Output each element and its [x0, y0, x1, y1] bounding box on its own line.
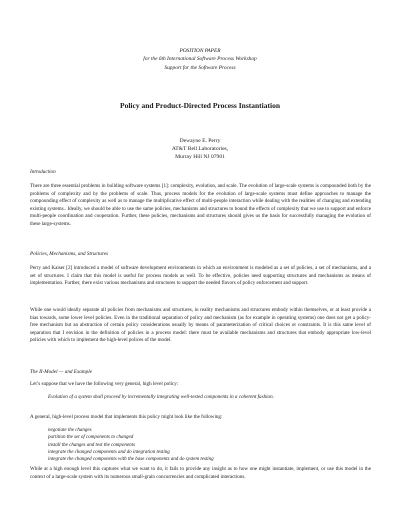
list-item: partition the set of components to changed [48, 435, 134, 441]
workshop-line: for the 6th International Software Process Workshop [143, 56, 257, 63]
author-affiliation: AT&T Bell Laboratories, [171, 146, 229, 153]
process-step-list [48, 427, 368, 463]
list-item: negotiate the changes [48, 428, 92, 433]
policies-heading: Policies, Mechanisms, and Structures [30, 251, 109, 257]
model-intro: Let’s suppose that we have the following very general, high level policy: [30, 381, 179, 387]
author-address: Murray Hill NJ 07901 [175, 154, 225, 161]
introduction-heading: Introduction [30, 169, 56, 175]
policies-paragraph-2: While one would ideally separate all policies from mechanisms and structures, in reality mechanisms and structures embody within themselves, or at least provide a bias towards, some lower level policies. Even in the traditional separation of policy and mechanism (as for example in operating systems) one does not get a policy-free mechanism but an abstraction of certain policy considerations usually by means of parameterization of critical choices or constraints. It is this same level of separation that I envision in the definition of policies in a process model: there must be available mechanisms and structures that embody appropriate low-level policies with which to implement the high-level polices of the model. [30, 307, 371, 344]
policies-paragraph-1: Perry and Kaiser [2] introduced a model of software development environments in which an environment is modeled as a set of policies, a set of mechanisms, and a set of structures. I claim that this model is useful for process models as well. To be effective, policies need supporting structures and mechanisms as means of implementation. Further, there exist various mechanisms and structures to support the needed flavors of policy enforcement and support. [30, 265, 371, 287]
support-line: Support for the Software Process [164, 64, 236, 71]
model-lead: A general, high-level process model that implements this policy might look like the following: [30, 414, 223, 420]
list-item: integrate the changed components with the base components and do system testing [48, 457, 214, 463]
paper-header [0, 47, 400, 72]
model-heading: The II-Model — and Example [30, 369, 92, 375]
position-paper-label: POSITION PAPER [179, 48, 221, 54]
paper-title: Policy and Product-Directed Process Instantiation [120, 101, 280, 110]
list-item: integrate the changed components and do integration testing [48, 449, 170, 455]
author-name: Dewayne E. Perry [179, 138, 221, 144]
policy-quote: Evolution of a system shall proceed by incrementally integrating well-tested components in a coherent fashion. [48, 394, 274, 400]
introduction-paragraph: There are three essential problems in building software systems [1]: complexity, evolution, and scale. The evolution of large-scale systems is compounded both by the problems of complexity and by the problems of scale. Thus, process models for the evolution of large-scale systems must define approaches to manage the compounding effect of complexity as well as to manage the multiplicative effect of multi-people interaction while dealing with the realities of changing and extending existing systems.. Ideally, we should be able to use the same policies, mechanisms and structures to bound the effects of complexity that we use to support and enforce multi-people coordination and cooperation. Further, these policies, mechanisms and structures should gives us the basis for successfully managing the evolution of these large-systems. [30, 183, 371, 227]
model-closing-paragraph: While at a high enough level this captures what we want to do, it fails to provide any insight as to how one might instantiate, implement, or use this model in the context of a large-scale system with its numerous small-grain concurrencies and complicated interactions. [30, 466, 371, 480]
author-block [0, 137, 400, 162]
list-item: install the changes and test the components [48, 442, 135, 448]
